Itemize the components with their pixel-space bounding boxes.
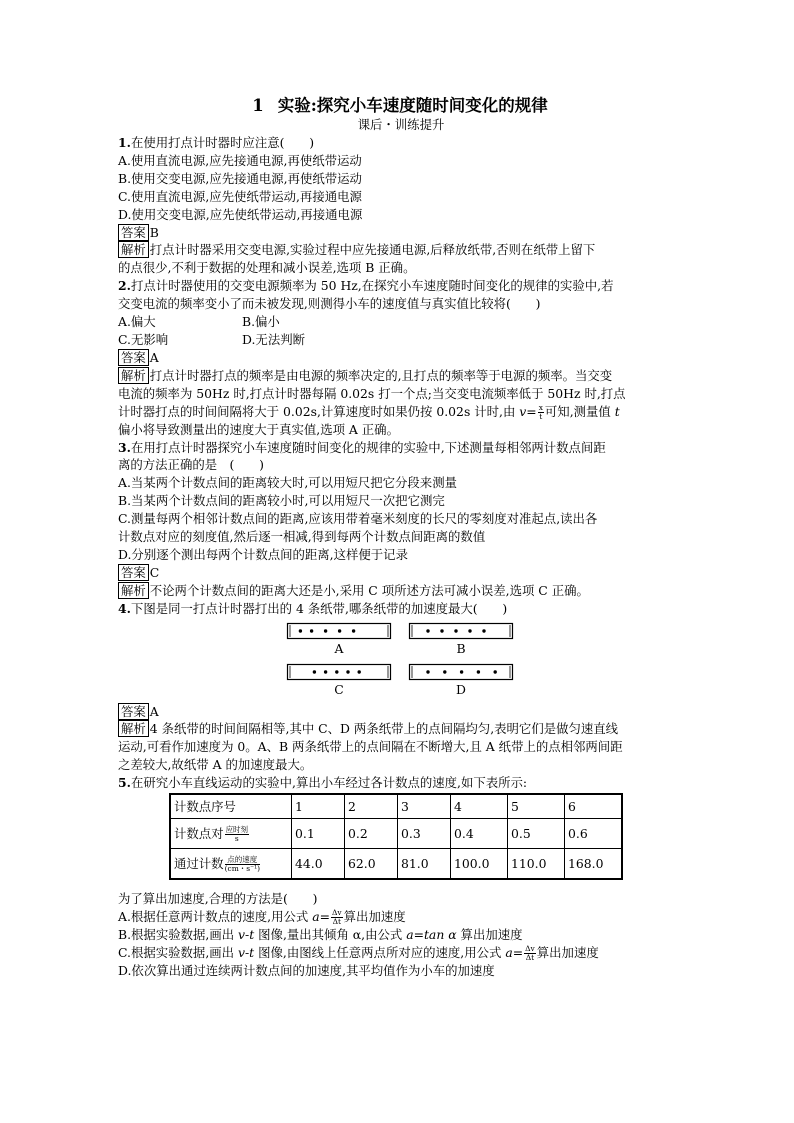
tape-strip-d xyxy=(408,663,514,681)
tape-strip-a xyxy=(286,622,392,640)
q2-option-c: C.无影响 xyxy=(118,331,169,347)
q1-answer: 答案 B xyxy=(118,224,688,242)
tape-dot xyxy=(426,670,429,673)
q2-analysis-l4: 偏小将导致测量出的速度大于真实值,选项 A 正确。 xyxy=(118,421,399,437)
tape-dot xyxy=(494,670,497,673)
q2-options-cd xyxy=(118,331,688,349)
table-cell: 168.0 xyxy=(565,849,623,880)
analysis-label: 解析 xyxy=(118,367,149,384)
q2-options-ab xyxy=(118,313,688,331)
table-cell: 3 xyxy=(398,794,451,819)
q4-analysis-l2: 运动,可看作加速度为 0。A、B 两条纸带上的点间隔在不断增大,且 A 纸带上的点相邻两间距 xyxy=(118,739,623,755)
answer-label: 答案 xyxy=(118,224,149,241)
tape-dot xyxy=(313,670,316,673)
tape-label-c: C xyxy=(334,681,344,697)
q3-option-c-cont: 计数点对应的刻度值,然后逐一相减,得到每两个计数点间距离的数值 xyxy=(118,529,486,545)
tape-strip-svg xyxy=(408,622,514,640)
table-cell: 5 xyxy=(508,794,565,819)
unit-fraction: $\frac{\text{点的速度}}{\text{(cm・s⁻¹)}}$ xyxy=(224,854,261,873)
tape-dot xyxy=(324,629,327,632)
q1-option-c: C.使用直流电源,应先使纸带运动,再接通电源 xyxy=(118,188,362,204)
q2-option-d: D.无法判断 xyxy=(242,331,305,347)
table-cell: 110.0 xyxy=(508,849,565,880)
tape-dot xyxy=(477,670,480,673)
formula-fraction: $\frac{\Delta v}{\Delta t}$ xyxy=(525,943,535,962)
page-title xyxy=(112,96,688,116)
q2-answer: 答案 A xyxy=(118,349,688,367)
tape-dot xyxy=(338,629,341,632)
answer-label: 答案 xyxy=(118,349,149,366)
tape-dot xyxy=(346,670,349,673)
q4-stem: 4.下图是同一打点计时器打出的 4 条纸带,哪条纸带的加速度最大( ) xyxy=(118,600,508,616)
tape-dot xyxy=(299,629,302,632)
formula-fraction: $\frac{\Delta v}{\Delta t}$ xyxy=(332,908,342,926)
table-cell: 0.1 xyxy=(292,819,345,849)
q1-option-b: B.使用交变电源,应先接通电源,再使纸带运动 xyxy=(118,170,362,186)
q5-option-c: C.根据实验数据,画出 v-t 图像,由图线上任意两点所对应的速度,用公式 a= $\frac{\Delta v}{\Delta t}$ 算出加速度 xyxy=(118,943,599,962)
velocity-table xyxy=(169,793,623,880)
tape-dot xyxy=(460,670,463,673)
answer-label: 答案 xyxy=(118,703,149,720)
table-cell: 0.4 xyxy=(451,819,508,849)
analysis-label: 解析 xyxy=(118,720,149,737)
tape-strip-b xyxy=(408,622,514,640)
analysis-label: 解析 xyxy=(118,582,149,599)
table-header-cell: 计数点对 $\frac{\text{应时刻}}{s}$ xyxy=(170,819,292,849)
tape-dot xyxy=(358,670,361,673)
tape-strip-svg xyxy=(286,663,392,681)
q4-analysis-l3: 之差较大,故纸带 A 的加速度最大。 xyxy=(118,757,313,773)
formula-fraction: $\frac{x}{t}$ xyxy=(538,402,543,421)
q1-analysis-cont: 的点很少,不利于数据的处理和减小误差,选项 B 正确。 xyxy=(118,260,416,276)
tape-dot xyxy=(440,629,443,632)
tape-dot xyxy=(443,670,446,673)
q1-option-d: D.使用交变电源,应先使纸带运动,再接通电源 xyxy=(118,206,363,222)
analysis-label: 解析 xyxy=(118,241,149,258)
q5-prompt: 为了算出加速度,合理的方法是( ) xyxy=(118,891,318,907)
table-cell: 62.0 xyxy=(345,849,398,880)
tape-dot xyxy=(468,629,471,632)
title-number: 1 xyxy=(252,96,264,115)
q3-stem: 3.在用打点计时器探究小车速度随时间变化的规律的实验中,下述测量每相邻两计数点间距 xyxy=(118,439,606,455)
q5-option-b: B.根据实验数据,画出 v-t 图像,量出其倾角 α,由公式 a=tan α 算出加速度 xyxy=(118,927,523,942)
table-cell: 100.0 xyxy=(451,849,508,880)
unit-fraction: $\frac{\text{应时刻}}{s}$ xyxy=(225,824,249,843)
q3-option-d: D.分别逐个测出每两个计数点间的距离,这样便于记录 xyxy=(118,546,408,562)
tape-label-b: B xyxy=(456,640,466,656)
q1-analysis: 解析 打点计时器采用交变电源,实验过程中应先接通电源,后释放纸带,否则在纸带上留下 xyxy=(118,241,688,259)
tape-label-a: A xyxy=(334,640,344,656)
q2-analysis-l3: 计时器打点的时间间隔将大于 0.02s,计算速度时如果仍按 0.02s 计时,由 v= $\frac{x}{t}$ 可知,测量值 t xyxy=(118,402,620,421)
tape-dot xyxy=(335,670,338,673)
tape-outline xyxy=(410,623,513,638)
tape-dot xyxy=(324,670,327,673)
q2-option-b: B.偏小 xyxy=(242,314,280,330)
tape-dot xyxy=(482,629,485,632)
table-cell: 6 xyxy=(565,794,623,819)
table-cell: 2 xyxy=(345,794,398,819)
q3-option-b: B.当某两个计数点间的距离较小时,可以用短尺一次把它测完 xyxy=(118,493,445,509)
tape-dot xyxy=(310,629,313,632)
tape-strip-c xyxy=(286,663,392,681)
q5-option-a: A.根据任意两计数点的速度,用公式 a= $\frac{\Delta v}{\Delta t}$ 算出加速度 xyxy=(118,908,406,926)
q2-analysis-l2: 电流的频率为 50Hz 时,打点计时器每隔 0.02s 打一个点;当交变电流频率低于 50Hz 时,打点 xyxy=(118,385,626,401)
answer-label: 答案 xyxy=(118,564,149,581)
q1-option-a: A.使用直流电源,应先接通电源,再使纸带运动 xyxy=(118,152,362,168)
q2-stem: 2.打点计时器使用的交变电源频率为 50 Hz,在探究小车速度随时间变化的规律的实验中,若 xyxy=(118,278,614,294)
tape-strip-svg xyxy=(408,663,514,681)
q3-option-c: C.测量每两个相邻计数点间的距离,应该用带着毫米刻度的长尺的零刻度对准起点,读出各 xyxy=(118,511,598,527)
table-header-cell: 计数点序号 xyxy=(170,794,292,819)
table-cell: 0.2 xyxy=(345,819,398,849)
table-header-cell: 通过计数 $\frac{\text{点的速度}}{\text{(cm・s⁻¹)}}$ xyxy=(170,849,292,880)
q5-option-d: D.依次算出通过连续两计数点间的加速度,其平均值作为小车的加速度 xyxy=(118,962,495,978)
q4-answer: 答案 A xyxy=(118,703,688,721)
q2-stem-cont: 交变电流的频率变小了而未被发现,则测得小车的速度值与真实值比较将( ) xyxy=(118,296,541,312)
table-row xyxy=(170,794,622,819)
table-cell: 0.3 xyxy=(398,819,451,849)
q3-analysis: 解析 不论两个计数点间的距离大还是小,采用 C 项所述方法可减小误差,选项 C 正确。 xyxy=(118,582,688,600)
tape-strip-svg xyxy=(286,622,392,640)
q3-stem-cont: 离的方法正确的是 ( ) xyxy=(118,457,264,473)
q1-stem: 1.在使用打点计时器时应注意( ) xyxy=(118,135,315,150)
q3-answer: 答案 C xyxy=(118,564,688,582)
table-cell: 44.0 xyxy=(292,849,345,880)
velocity-formula: v= xyxy=(519,403,537,419)
q2-analysis: 解析 打点计时器打点的频率是由电源的频率决定的,且打点的频率等于电源的频率。当交变 xyxy=(118,367,688,385)
tape-dot xyxy=(426,629,429,632)
title-text: 实验:探究小车速度随时间变化的规律 xyxy=(277,96,548,115)
q3-option-a: A.当某两个计数点间的距离较大时,可以用短尺把它分段来测量 xyxy=(118,475,457,491)
tape-outline xyxy=(288,664,391,679)
q2-option-a: A.偏大 xyxy=(118,314,156,330)
table-cell: 1 xyxy=(292,794,345,819)
worksheet xyxy=(118,96,688,980)
q4-analysis: 解析 4 条纸带的时间间隔相等,其中 C、D 两条纸带上的点间隔均匀,表明它们是做匀速直线 xyxy=(118,720,688,738)
tape-dot xyxy=(352,629,355,632)
tape-label-d: D xyxy=(456,681,466,697)
table-cell: 0.6 xyxy=(565,819,623,849)
table-cell: 4 xyxy=(451,794,508,819)
table-cell: 0.5 xyxy=(508,819,565,849)
page-subtitle: 课后・训练提升 xyxy=(357,117,445,132)
tape-strips-figure xyxy=(118,619,688,703)
table-cell: 81.0 xyxy=(398,849,451,880)
table-row xyxy=(170,849,622,880)
q5-stem: 5.在研究小车直线运动的实验中,算出小车经过各计数点的速度,如下表所示: xyxy=(118,775,528,791)
table-row xyxy=(170,819,622,849)
tape-dot xyxy=(454,629,457,632)
